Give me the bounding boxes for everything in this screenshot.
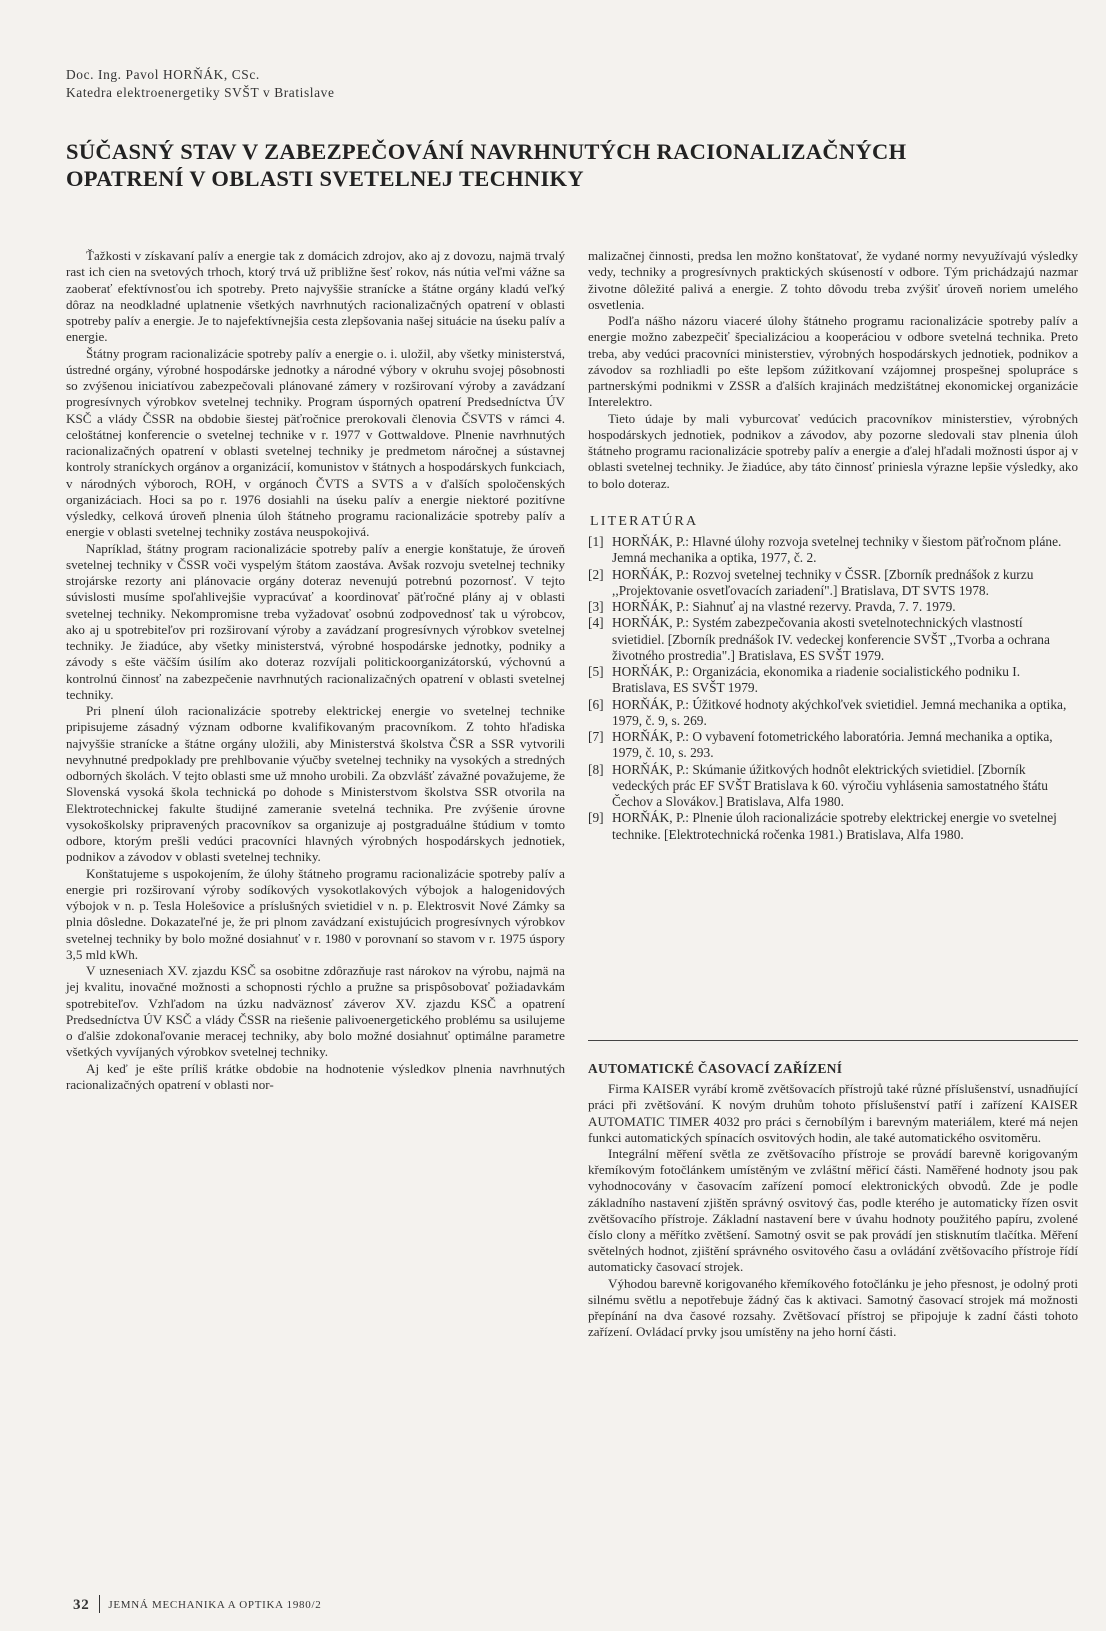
section-divider (588, 1040, 1078, 1041)
reference-number: [9] (588, 810, 604, 826)
author-name: Doc. Ing. Pavol HORŇÁK, CSc. (66, 67, 260, 82)
reference-number: [5] (588, 664, 604, 679)
reference-number: [8] (588, 761, 604, 777)
article-title-line-1: SÚČASNÝ STAV V ZABEZPEČOVÁNÍ NAVRHNUTÝCH RACIONALIZAČNÝCH (66, 139, 907, 164)
journal-name: JEMNÁ MECHANIKA A OPTIKA 1980/2 (108, 1599, 322, 1611)
news-paragraph: Firma KAISER vyrábí kromě zvětšovacích přístrojů také různé příslušenství, usnadňující práci při zvětšování. K novým druhům tohoto příslušenství patří i zařízení KAISER AUTOMATIC TIMER 4032 pro práci s černobílým i barevným materiálem, které má nejen funkci automatických spínacích osvitových hodin, ale také automatického osvitoměru. (588, 1081, 1078, 1145)
reference-item (588, 534, 1078, 567)
reference-number: [4] (588, 615, 604, 631)
reference-item (588, 664, 1078, 697)
reference-number: [3] (588, 599, 604, 614)
body-paragraph: malizačnej činnosti, predsa len možno konštatovať, že vydané normy nevyužívajú výsledky vedy, techniky a progresívnych praktických skúseností v odbore. Tým prichádzajú nazmar životne dôležité palivá a energie. Z tohto dôvodu treba zvýšiť úroveň noriem umelého osvetlenia. (588, 248, 1078, 312)
reference-text: HORŇÁK, P.: Rozvoj svetelnej techniky v ČSSR. [Zborník prednášok z kurzu ,,Projektovanie osvetľovacích zariadení".] Bratislava, DT SVTS 1978. (612, 566, 1034, 598)
reference-text: HORŇÁK, P.: Úžitkové hodnoty akýchkoľvek svietidiel. Jemná mechanika a optika, 1979, č. 9, s. 269. (612, 696, 1067, 728)
reference-number: [7] (588, 729, 604, 744)
news-item-heading: AUTOMATICKÉ ČASOVACÍ ZAŘÍZENÍ (588, 1061, 843, 1076)
body-paragraph: Podľa nášho názoru viaceré úlohy štátneho programu racionalizácie spotreby palív a energie možno zabezpečiť špecializáciou a kooperáciou v odbore svetelná technika. Preto treba, aby vedúci pracovníci ministerstiev, výrobných hospodárskych jednotiek, podnikov a závodov sa rozhliadli po ešte lepšom zúžitkovaní vzájomnej prospešnej spolupráce s partnerskými podnikmi v ZSSR a ďalších krajinách medzištátnej ekonomickej organizácie Interelektro. (588, 313, 1078, 410)
right-column (588, 248, 1078, 843)
body-paragraph: Pri plnení úloh racionalizácie spotreby elektrickej energie vo svetelnej technike pripisujeme zásadný význam odborne kvalifikovaným pracovníkom. Z tohto hľadiska najvyššie stranícke a štátne orgány uložili, aby Ministerstvá školstva ČSR a SSR vytvorili nevyhnutné predpoklady pre prehlbovanie výučby svetelnej techniky na vysokých a stredných odborných školách. V tejto oblasti sme už mnoho urobili. Za obzvlášť závažné považujeme, že Slovenská vysoká škola technická po dohode s Ministerstvom školstva SSR otvorila na Elektrotechnickej fakulte študijné zameranie svetelná technika. Pre zvýšenie úrovne vysokoškolsky pripravených pracovníkov sa organizuje aj postgraduálne štúdium v tomto odbore, ktorým prešli vedúci pracovníci hlavných výrobných hospodárskych jednotiek, podnikov a závodov v oblasti svetelnej techniky. (66, 703, 565, 865)
reference-item (588, 729, 1078, 762)
article-title (66, 138, 1076, 192)
reference-text: HORŇÁK, P.: Organizácia, ekonomika a riadenie socialistického podniku I. Bratislava, ES SVŠT 1979. (612, 664, 1021, 696)
reference-number: [2] (588, 566, 604, 582)
reference-text: HORŇÁK, P.: Systém zabezpečovania akosti svetelnotechnických vlastností svietidiel. [Zborník prednášok IV. vedeckej konferencie SVŠT ,,Tvorba a ochrana životného prostredia".] Bratislava, ES SVŠT 1979. (612, 615, 1050, 663)
author-block (66, 66, 335, 102)
body-paragraph: Aj keď je ešte príliš krátke obdobie na hodnotenie výsledkov plnenia navrhnutých racionalizačných opatrení v oblasti nor- (66, 1060, 565, 1092)
reference-text: HORŇÁK, P.: Hlavné úlohy rozvoja svetelnej techniky v šiestom päťročnom pláne. Jemná mechanika a optika, 1977, č. 2. (612, 534, 1062, 566)
body-paragraph: V uzneseniach XV. zjazdu KSČ sa osobitne zdôrazňuje rast nárokov na výrobu, najmä na jej kvalitu, inovačné možnosti a schopnosti rýchlo a pružne sa prispôsobovať požiadavkám spotrebiteľov. Vzhľadom na úzku nadväznosť záverov XV. zjazdu KSČ a opatrení Predsedníctva ÚV KSČ a vlády ČSSR na riešenie palivoenergetického problému sa usilujeme o ďalšie zdokonaľovanie meracej techniky, aby bolo možné dosiahnuť optimálne parametre všetkých vyvíjaných výrobkov svetelnej techniky. (66, 963, 565, 1060)
reference-item (588, 810, 1078, 843)
reference-text: HORŇÁK, P.: Siahnuť aj na vlastné rezervy. Pravda, 7. 7. 1979. (612, 599, 956, 614)
article-title-line-2: OPATRENÍ V OBLASTI SVETELNEJ TECHNIKY (66, 166, 584, 191)
reference-item (588, 615, 1078, 664)
reference-item (588, 762, 1078, 811)
reference-item (588, 697, 1078, 730)
body-paragraph: Konštatujeme s uspokojením, že úlohy štátneho programu racionalizácie spotreby palív a energie pri rozširovaní výroby sodíkových vysokotlakových výbojok a halogenidových výbojok v n. p. Tesla Holešovice a príslušných svietidiel v n. p. Elektrosvit Nové Zámky sa plnia dôsledne. Dokazateľné je, že pri plnom zavádzaní existujúcich progresívnych výrobkov svetelnej techniky by bolo možné dosiahnuť v r. 1980 v porovnaní so stavom v r. 1975 úspory 3,5 mld kWh. (66, 865, 565, 962)
literature-heading: LITERATÚRA (590, 513, 699, 529)
page-footer (73, 1595, 321, 1614)
reference-number: [6] (588, 696, 604, 712)
reference-item (588, 599, 1078, 615)
reference-text: HORŇÁK, P.: O vybavení fotometrického laboratória. Jemná mechanika a optika, 1979, č. 10, s. 293. (612, 729, 1053, 761)
author-affiliation: Katedra elektroenergetiky SVŠT v Bratislave (66, 85, 335, 100)
news-item (588, 1061, 1078, 1340)
reference-text: HORŇÁK, P.: Skúmanie úžitkových hodnôt elektrických svietidiel. [Zborník vedeckých prác EF SVŠT Bratislava k 60. výročiu vyhlásenia samostatného štátu Čechov a Slovákov.] Bratislava, Alfa 1980. (612, 761, 1048, 809)
page-number: 32 (73, 1597, 90, 1613)
body-paragraph: Štátny program racionalizácie spotreby palív a energie o. i. uložil, aby všetky ministerstvá, ústredné orgány, výrobné hospodárske jednotky a národné výbory v okruhu svojej pôsobnosti so zvýšenou iniciatívou zabezpečovali plánované zámery v rozširovaní výroby a zavádzaní progresívnych výrobkov svetelnej techniky. Program úsporných opatrení Predsedníctva ÚV KSČ a vlády ČSSR na obdobie šiestej päťročnice prerokovali členovia ČSVTS v rámci 4. celoštátnej konferencie o svetelnej technike v r. 1977 v Gottwaldove. Plnenie navrhnutých racionalizačných opatrení v oblasti svetelnej techniky je predmetom náročnej a sústavnej kontroly straníckych orgánov a organizácií, komunistov v štátnych a hospodárskych funkciach, v národných výboroch, ROH, v orgánoch ČVTS a SVTS a v ďalších spoločenských organizáciach. Hoci sa po r. 1976 dosiahli na úseku palív a energie niektoré pozitívne výsledky, celková úroveň plnenia úloh štátneho programu racionalizácie spotreby palív a energie v oblasti svetelnej techniky zostáva neuspokojivá. (66, 345, 565, 540)
body-paragraph: Ťažkosti v získavaní palív a energie tak z domácich zdrojov, ako aj z dovozu, najmä trvalý rast ich cien na svetových trhoch, ktorý trvá už približne šesť rokov, nás nútia veľmi vážne sa zaoberať efektívnosťou ich spotreby. Preto najvyššie stranícke a štátne orgány kladú veľký dôraz na neodkladné uplatnenie všetkých navrhnutých racionalizačných opatrení v oblasti spotreby palív a energie. Je to najefektívnejšia cesta zlepšovania našej situácie na úseku palív a energie. (66, 248, 565, 345)
body-paragraph: Tieto údaje by mali vyburcovať vedúcich pracovníkov ministerstiev, výrobných hospodárskych jednotiek, podnikov a závodov, aby pozorne sledovali stav plnenia úloh štátneho programu racionalizácie spotreby palív a energie a ďalej hľadali možnosti úspor aj v oblasti svetelnej techniky. Je žiadúce, aby táto činnosť priniesla výrazne lepšie výsledky, ako to bolo doteraz. (588, 410, 1078, 491)
reference-text: HORŇÁK, P.: Plnenie úloh racionalizácie spotreby elektrickej energie vo svetelnej technike. [Elektrotechnická ročenka 1981.) Bratislava, Alfa 1980. (612, 810, 1057, 842)
body-paragraph: Napríklad, štátny program racionalizácie spotreby palív a energie konštatuje, že úroveň svetelnej techniky v ČSSR voči vyspelým štátom zaostáva. Avšak rozvoju svetelnej techniky strojárske rezorty ani plánovacie orgány doteraz nevenujú potrebnú pozornosť. V tejto súvislosti musíme spoľahlivejšie vypracúvať a koordinovať päťročné plány aj v oblasti svetelnej techniky. Nekompromisne treba vyžadovať osobnú zodpovednosť tak u výrobcov, ako aj u spotrebiteľov pri rozširovaní výroby a zavádzaní progresívnych výrobkov svetelnej techniky. Je žiadúce, aby všetky ministerstvá, výrobné hospodárske jednotky, podniky a závody s ešte väčším úsilím ako doteraz rozvíjali politickoorganizátorskú, výchovnú a kontrolnú činnosť na zabezpečenie navrhnutých racionalizačných opatrení v oblasti svetelnej techniky. (66, 540, 565, 702)
reference-item (588, 567, 1078, 600)
footer-separator (99, 1595, 100, 1613)
news-paragraph: Integrální měření světla ze zvětšovacího přístroje se provádí barevně korigovaným křemíkovým fotočlánkem umístěným ve zvláštní měřicí části. Naměřené hodnoty jsou pak vyhodnocovány v časovacím zařízení pomocí elektronických obvodů. Zde je podle základního nastavení zjištěn správný osvitový čas, podle kterého je automaticky řízen osvit zvětšovacího přístroje. Základní nastavení bere v úvahu hodnoty použitého papíru, zvolené číslo clony a měřítko zvětšení. Samotný osvit se pak provádí jen stisknutím tlačítka. Měření světelných hodnot, zjištění správného osvitového času a ovládání zvětšovacího přístroje řídí automaticky časovací strojek. (588, 1146, 1078, 1275)
reference-number: [1] (588, 534, 604, 549)
literature-list (588, 534, 1078, 843)
left-column (66, 248, 565, 1093)
news-paragraph: Výhodou barevně korigovaného křemíkového fotočlánku je jeho přesnost, je odolný proti silnému světlu a nepotřebuje žádný čas k aktivaci. Samotný časovací strojek má možnosti přepínání na dva časové rozsahy. Zvětšovací přístroj se připojuje k zadní části tohoto zařízení. Ovládací prvky jsou umístěny na jeho horní části. (588, 1275, 1078, 1340)
